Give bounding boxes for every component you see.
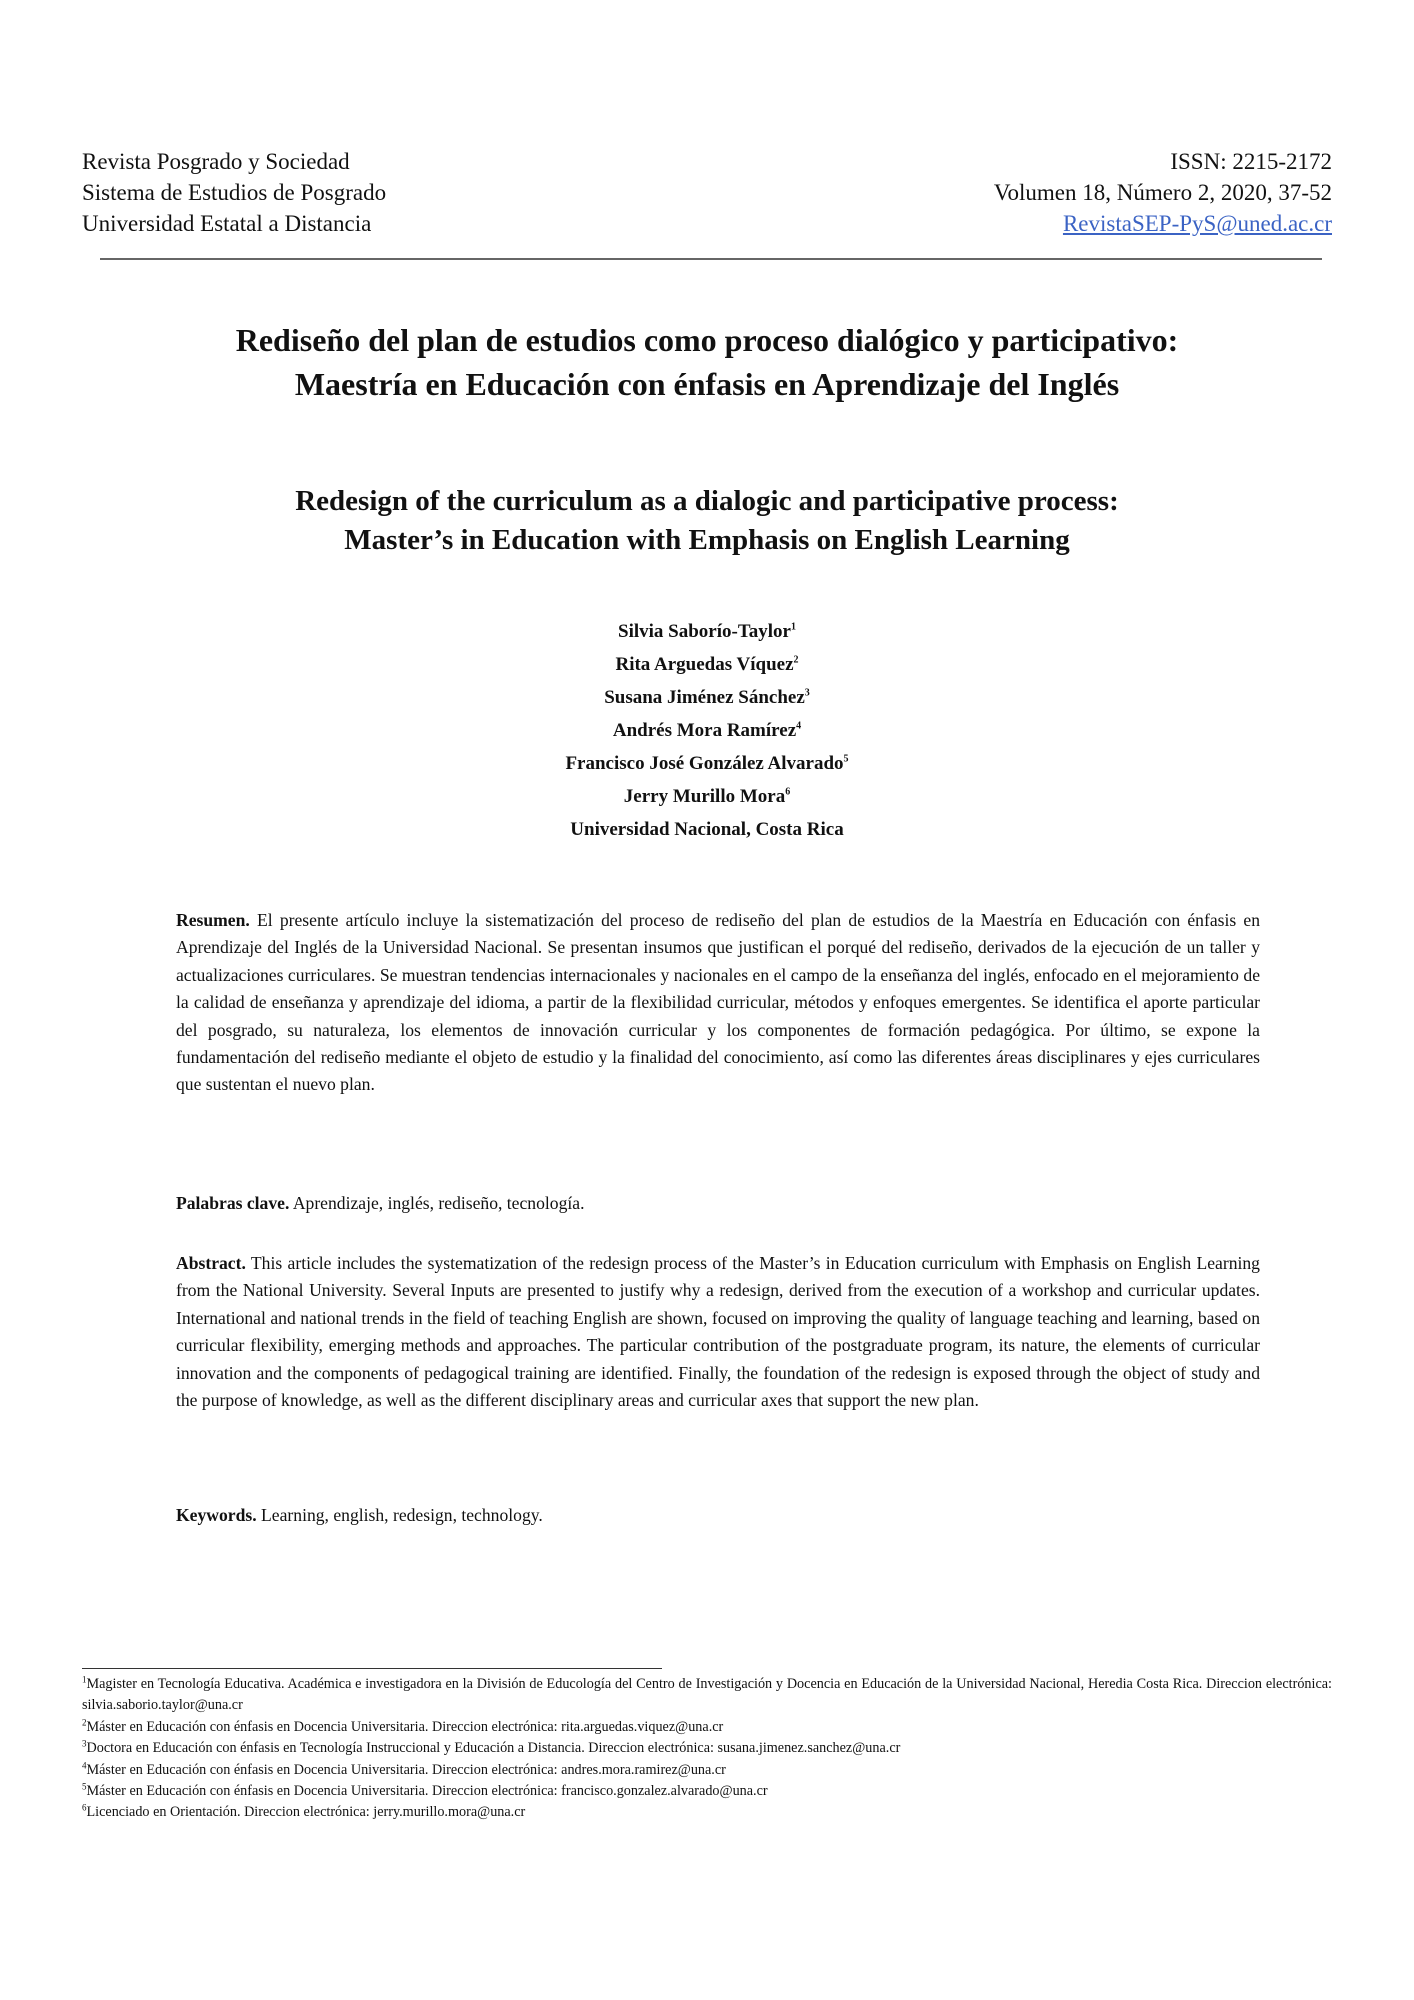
footnotes bbox=[82, 1674, 1332, 1824]
author: Rita Arguedas Víquez$^2$ bbox=[615, 654, 799, 675]
header-divider bbox=[100, 258, 1322, 260]
footnote-divider bbox=[82, 1668, 662, 1669]
keywords-label: Keywords. bbox=[176, 1505, 257, 1525]
author-list bbox=[0, 615, 1414, 846]
abstract-paragraph bbox=[176, 1250, 1260, 1414]
resumen-label: Resumen. bbox=[176, 910, 250, 930]
abstract-text: This article includes the systematization of the redesign process of the Master’s in Education curriculum with Emphasis on English Learning from the National University. Several Inputs are presented to justify why a redesign, derived from the execution of a workshop and curricular updates. International and national trends in the field of teaching English are shown, focused on improving the quality of language teaching and learning, based on curricular flexibility, emerging methods and approaches. The particular contribution of the postgraduate program, its nature, the elements of curricular innovation and the components of pedagogical training are identified. Finally, the foundation of the redesign is exposed through the object of study and the purpose of knowledge, as well as the different disciplinary areas and curricular axes that support the new plan. bbox=[176, 1253, 1260, 1411]
journal-info bbox=[82, 146, 386, 239]
journal-name: Revista Posgrado y Sociedad bbox=[82, 149, 350, 174]
footnote: $^4$Máster en Educación con énfasis en Docencia Universitaria. Direccion electrónica: andres.mora.ramirez@una.cr bbox=[82, 1759, 726, 1778]
footnote: $^1$Magister en Tecnología Educativa. Académica e investigadora en la División de Educología del Centro de Investigación y Docencia en Educación de la Universidad Nacional, Heredia Costa Rica. Direccion electrónica: silvia.saborio.taylor@una.cr bbox=[82, 1674, 1332, 1714]
palabras-clave-label: Palabras clave. bbox=[176, 1193, 290, 1213]
title-spanish-line2: Maestría en Educación con énfasis en Aprendizaje del Inglés bbox=[294, 366, 1120, 402]
title-english-line2: Master’s in Education with Emphasis on English Learning bbox=[344, 524, 1070, 556]
footnote: $^5$Máster en Educación con énfasis en Docencia Universitaria. Direccion electrónica: francisco.gonzalez.alvarado@una.cr bbox=[82, 1781, 768, 1800]
volume-info: Volumen 18, Número 2, 2020, 37-52 bbox=[993, 180, 1332, 205]
keywords-text: Learning, english, redesign, technology. bbox=[261, 1505, 543, 1525]
author: Andrés Mora Ramírez$^4$ bbox=[612, 720, 802, 741]
journal-email-link[interactable]: RevistaSEP-PyS@uned.ac.cr bbox=[1062, 211, 1332, 236]
title-spanish-line1: Rediseño del plan de estudios como proceso dialógico y participativo: bbox=[235, 322, 1179, 358]
author: Silvia Saborío-Taylor$^1$ bbox=[618, 621, 796, 642]
keywords-paragraph bbox=[176, 1502, 1260, 1529]
title-english bbox=[0, 482, 1414, 560]
palabras-clave-paragraph bbox=[176, 1190, 1260, 1217]
footnote: $^3$Doctora en Educación con énfasis en Tecnología Instruccional y Educación a Distancia. Direccion electrónica: susana.jimenez.sanchez@una.cr bbox=[82, 1738, 901, 1757]
journal-university: Universidad Estatal a Distancia bbox=[82, 211, 372, 236]
issn: ISSN: 2215-2172 bbox=[1170, 149, 1332, 174]
resumen-paragraph bbox=[176, 907, 1260, 1099]
abstract-label: Abstract. bbox=[176, 1253, 246, 1273]
palabras-clave-text: Aprendizaje, inglés, rediseño, tecnología. bbox=[292, 1193, 585, 1213]
resumen-text: El presente artículo incluye la sistematización del proceso de rediseño del plan de estudios de la Maestría en Educación con énfasis en Aprendizaje del Inglés de la Universidad Nacional. Se presentan insumos que justifican el porqué del rediseño, derivados de la ejecución de un taller y actualizaciones curriculares. Se muestran tendencias internacionales y nacionales en el campo de la enseñanza del inglés, enfocado en el mejoramiento de la calidad de enseñanza y aprendizaje del idioma, a partir de la flexibilidad curricular, métodos y enfoques emergentes. Se identifica el aporte particular del posgrado, su naturaleza, los elementos de innovación curricular y los componentes de formación pedagógica. Por último, se expone la fundamentación del rediseño mediante el objeto de estudio y la finalidad del conocimiento, así como las diferentes áreas disciplinares y ejes curriculares que sustentan el nuevo plan. bbox=[176, 910, 1261, 1095]
issue-info bbox=[994, 146, 1332, 239]
title-english-line1: Redesign of the curriculum as a dialogic and participative process: bbox=[295, 485, 1119, 517]
footnote: $^2$Máster en Educación con énfasis en Docencia Universitaria. Direccion electrónica: rita.arguedas.viquez@una.cr bbox=[82, 1717, 724, 1735]
affiliation: Universidad Nacional, Costa Rica bbox=[570, 819, 844, 840]
author: Jerry Murillo Mora$^6$ bbox=[623, 786, 791, 807]
author: Francisco José González Alvarado$^5$ bbox=[565, 753, 849, 774]
title-spanish bbox=[0, 318, 1414, 406]
author: Susana Jiménez Sánchez$^3$ bbox=[604, 687, 810, 708]
footnote: $^6$Licenciado en Orientación. Direccion electrónica: jerry.murillo.mora@una.cr bbox=[82, 1802, 526, 1821]
journal-system: Sistema de Estudios de Posgrado bbox=[82, 180, 387, 205]
